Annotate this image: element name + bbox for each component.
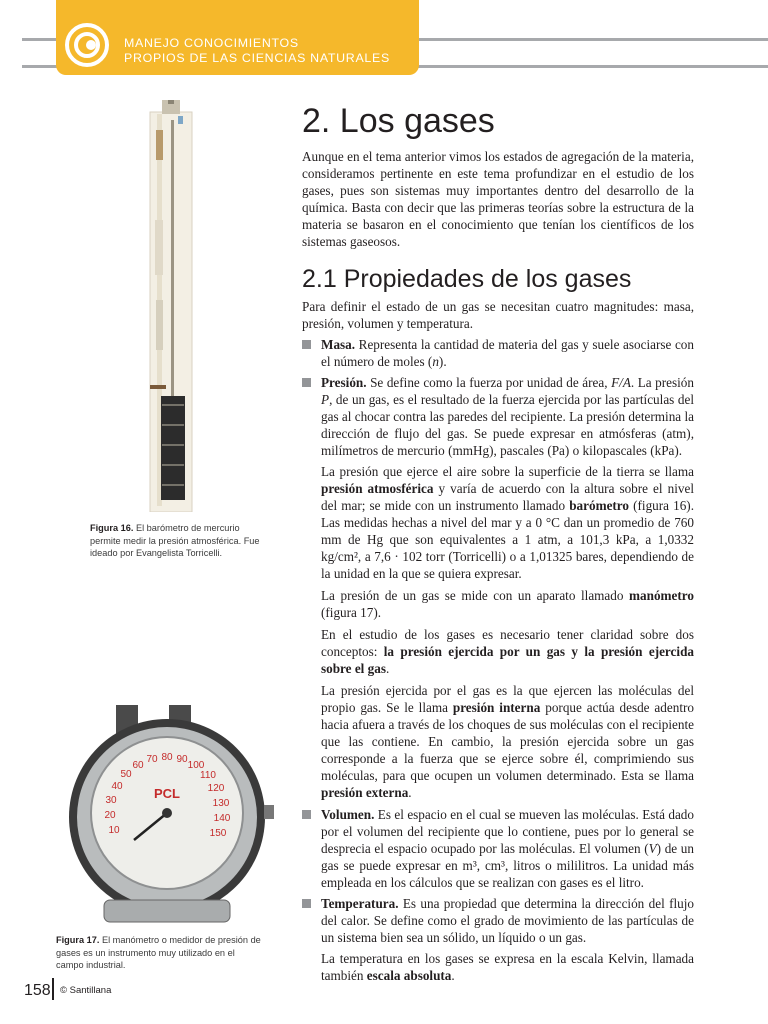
header-line-1: MANEJO CONOCIMIENTOS <box>124 36 299 50</box>
section-logo-icon <box>64 22 110 68</box>
dial-tick-80: 80 <box>161 752 173 763</box>
list-item-temperatura <box>302 895 694 946</box>
dial-brand: PCL <box>154 786 180 801</box>
dial-tick-90: 90 <box>176 754 188 765</box>
figure-17-caption <box>56 934 262 972</box>
section-title: 2. Los gases <box>302 102 495 140</box>
page-number: 158 <box>24 982 51 999</box>
dial-tick-40: 40 <box>111 781 123 792</box>
dial-tick-60: 60 <box>132 760 144 771</box>
bullet-square-icon <box>302 810 311 819</box>
dial-tick-50: 50 <box>120 769 132 780</box>
conceptos-paragraph: En el estudio de los gases es necesario tener claridad sobre dos conceptos: la presión ejercida por un gas y la presión ejercida sobre el gas. <box>321 627 694 676</box>
subsection-lead: Para definir el estado de un gas se necesitan cuatro magnitudes: masa, presión, volumen y temperatura. <box>302 299 694 331</box>
dial-tick-100: 100 <box>187 760 205 771</box>
subsection-title: 2.1 Propiedades de los gases <box>302 265 632 293</box>
dial-tick-150: 150 <box>209 828 227 839</box>
list-item-masa <box>302 336 694 370</box>
main-column <box>302 100 694 989</box>
bullet-square-icon <box>302 340 311 349</box>
dial-tick-130: 130 <box>212 798 230 809</box>
dial-tick-140: 140 <box>213 813 231 824</box>
publisher-credit: © Santillana <box>60 985 112 996</box>
masa-text: Masa. Representa la cantidad de materia del gas y suele asociarse con el número de moles (n). <box>321 337 694 369</box>
temperatura-text: Temperatura. Es una propiedad que determina la dirección del flujo del calor. Se define como el grado de movimiento de las partículas de un sistema bien sea un sólido, un líquido o un gas. <box>321 896 694 945</box>
manometro-paragraph: La presión de un gas se mide con un aparato llamado manómetro (figura 17). <box>321 588 694 620</box>
figure-17-text: El manómetro o medidor de presión de gases es un instrumento muy utilizado en el campo industrial. <box>56 935 261 970</box>
figure-16-text: El barómetro de mercurio permite medir la presión atmosférica. Fue ideado por Evangelista Torricelli. <box>90 523 260 558</box>
properties-list <box>302 336 694 984</box>
dial-tick-110: 110 <box>200 770 216 781</box>
kelvin-paragraph: La temperatura en los gases se expresa en la escala Kelvin, llamada también escala absoluta. <box>321 951 694 983</box>
barometer-image <box>148 100 198 512</box>
figure-16-label: Figura 16. <box>90 523 134 533</box>
header-label <box>124 36 390 66</box>
presion-interna-paragraph: La presión ejercida por el gas es la que ejercen las moléculas del propio gas. Se le llama presión interna porque actúa desde adentro hacia afuera a través de los choques de sus moléculas con el recipiente que las contiene. En cambio, la presión ejercida sobre un gas corresponde a la fuerza que se ejerce sobre él, comprimiendo sus moléculas, para que ocupen un volumen determinado. Esta se llama presión externa. <box>321 683 694 800</box>
presion-atmosferica-paragraph: La presión que ejerce el aire sobre la superficie de la tierra se llama presión atmosférica y varía de acuerdo con la altura sobre el nivel del mar; se mide con un instrumento llamado barómetro (figura 16). Las medidas hechas a nivel del mar y a 0 °C dan un promedio de 760 mm de Hg que son equivalentes a 1 atm, a 101,3 kPa, a 1,0332 kg/cm², a 7,6 · 102 torr (Torricelli) o a 1,01325 bares, dependiendo de la unidad en la que se quiera expresar. <box>321 464 694 581</box>
presion-text: Presión. Se define como la fuerza por unidad de área, F/A. La presión P, de un gas, es el resultado de la fuerza ejercida por las partículas del gas al chocar contra las paredes del recipiente. La presión determina la dirección de flujo del gas. Se puede expresar en atmósferas (atm), milímetros de mercurio (mmHg), pascales (Pa) o kilopascales (kPa). <box>321 375 694 458</box>
figure-17-label: Figura 17. <box>56 935 100 945</box>
dial-tick-30: 30 <box>105 795 117 806</box>
figure-16-caption <box>90 522 268 560</box>
list-item-volumen <box>302 806 694 891</box>
bullet-square-icon <box>302 899 311 908</box>
section-intro: Aunque en el tema anterior vimos los estados de agregación de la materia, consideramos pertinente en este tema profundizar en el estudio de los gases, pues son sistemas muy importantes dentro del desarrollo de la química. Basta con decir que las primeras teorías sobre la estructura de la materia se basaron en el conocimiento que tenían los científicos de los sistemas gaseosos. <box>302 149 694 249</box>
list-item-presion <box>302 374 694 459</box>
manometer-image <box>64 705 274 925</box>
volumen-text: Volumen. Es el espacio en el cual se mueven las moléculas. Está dado por el volumen del recipiente que lo contiene, pues por lo general se desprecia el espacio ocupado por las moléculas. El volumen (V) de un gas se puede expresar en m³, cm³, litros o mililitros. La unidad más empleada en los cálculos que se realizan con gases es el litro. <box>321 807 694 890</box>
footer-divider <box>52 978 54 1000</box>
dial-tick-10: 10 <box>108 825 120 836</box>
header-line-2: PROPIOS DE LAS CIENCIAS NATURALES <box>124 51 390 65</box>
dial-tick-120: 120 <box>207 783 225 794</box>
dial-tick-70: 70 <box>146 754 158 765</box>
dial-tick-20: 20 <box>104 810 116 821</box>
bullet-square-icon <box>302 378 311 387</box>
